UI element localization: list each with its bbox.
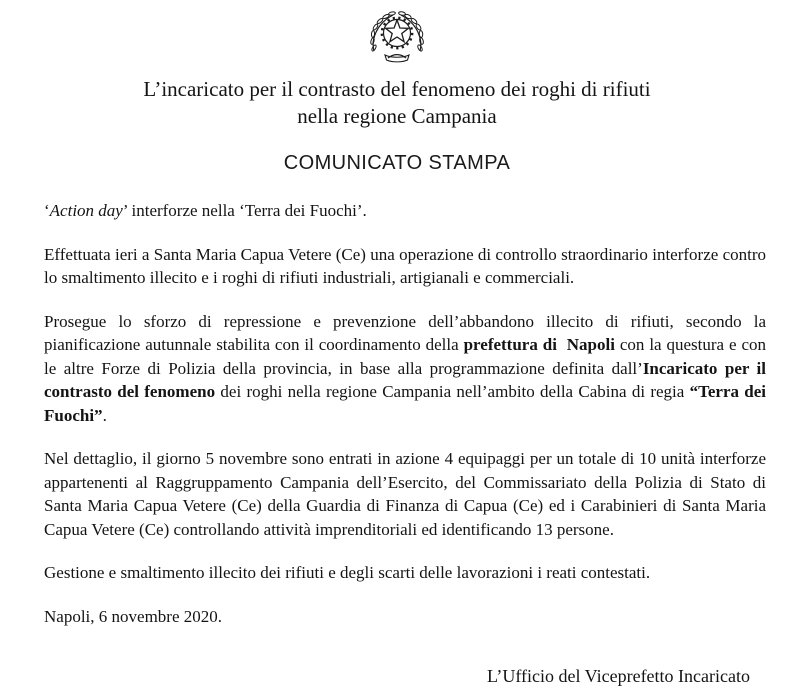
text-segment: dei roghi nella regione Campania nell’ambito della Cabina di regia (215, 382, 690, 401)
document-title-line2: nella regione Campania (297, 104, 497, 128)
document-title-line1: L’incaricato per il contrasto del fenomeno dei roghi di rifiuti (143, 77, 651, 101)
dateline: Napoli, 6 novembre 2020. (44, 606, 222, 626)
paragraphs-container (44, 199, 766, 585)
document-body (44, 199, 766, 687)
text-segment: . (102, 405, 107, 425)
text-segment: Effettuata ieri a Santa Maria Capua Vetere (Ce) una operazione di controllo straordinario interforze contro lo smaltimento illecito e i roghi di rifiuti industriali, artigianali e commerciali. (44, 244, 766, 287)
signature: L’Ufficio del Viceprefetto Incaricato (487, 666, 750, 686)
paragraph-operation (44, 243, 766, 290)
text-segment: ‘ (44, 201, 50, 220)
text-segment: “Terra dei Fuochi” (44, 382, 767, 425)
document-title (0, 76, 794, 130)
text-segment: Nel dettaglio, il giorno 5 novembre sono entrati in azione 4 equipaggi per un totale di 10 unità interforze appartenenti al Raggruppamento Campania dell’Esercito, del Commissariato della Polizia di Stato di Santa Maria Capua Vetere (Ce) della Guardia di Finanza di Capua (Ce) ed i Carabinieri di Santa Maria Capua Vetere (Ce) controllando attività imprenditoriali ed identificando 13 persone. (44, 449, 766, 539)
text-segment: ’ interforze nella ‘Terra dei Fuochi’. (122, 201, 367, 220)
paragraph-detail (44, 447, 766, 541)
text-segment: prefettura di Napoli (463, 335, 615, 354)
text-segment: Prosegue lo sforzo di repressione e prevenzione dell’abbandono illecito di rifiuti, secondo la pianificazione autunnale stabilita con il coordinamento della (44, 311, 766, 354)
paragraph-coordination (44, 310, 766, 428)
paragraph-charges (44, 561, 766, 585)
italian-republic-emblem-icon (362, 8, 432, 64)
text-segment: Gestione e smaltimento illecito dei rifiuti e degli scarti delle lavorazioni i reati contestati. (44, 563, 651, 582)
document-header (0, 0, 794, 175)
press-release-label: COMUNICATO STAMPA (283, 152, 511, 174)
text-segment: Incaricato per il contrasto del fenomeno (44, 358, 767, 401)
text-segment: Action day (49, 201, 123, 220)
text-segment: con la questura e con le altre Forze di Polizia della provincia, in base alla programmazione definita dall’ (44, 335, 767, 378)
paragraph-lead (44, 199, 766, 223)
signature-row (44, 666, 766, 687)
